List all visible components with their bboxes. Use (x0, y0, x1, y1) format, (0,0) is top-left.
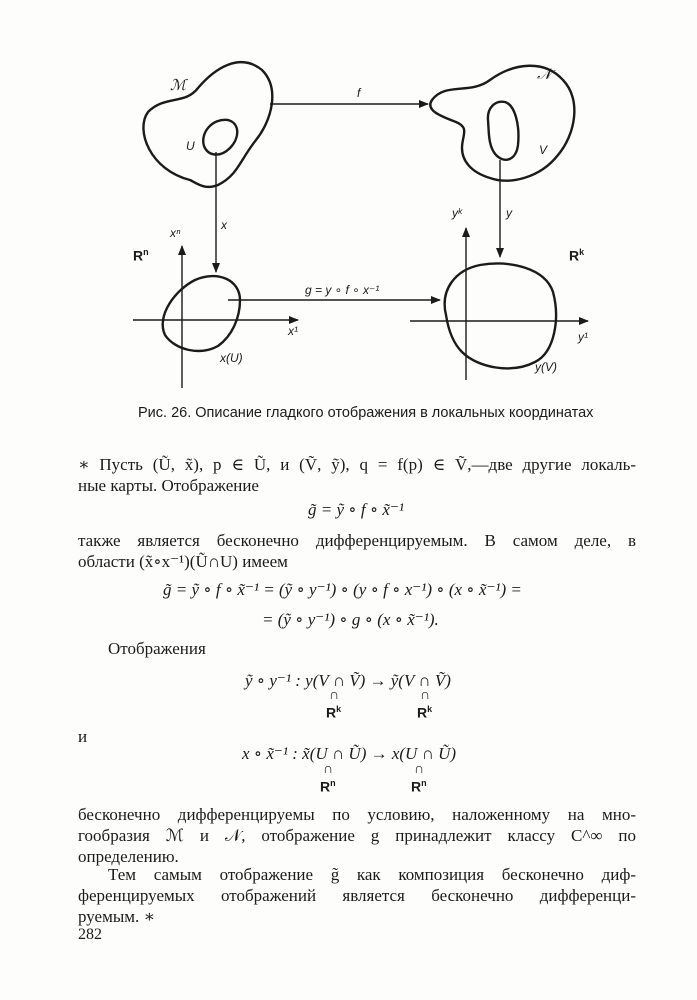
label-g: g = y ∘ f ∘ x⁻¹ (305, 283, 380, 297)
p5-line1: Тем самым отображение g̃ как композиция бесконечно диф- (108, 865, 636, 884)
Rn-2a: $R^n$ (320, 778, 336, 795)
region-V (488, 102, 519, 160)
map-1: ỹ ∘ y⁻¹ : y(V ∩ Ṽ) → ỹ(V ∩ Ṽ) (245, 671, 451, 690)
label-Rn: $R^n$ (133, 247, 149, 264)
and-word: и (78, 727, 88, 746)
p1-line2: ные карты. Отображение (78, 476, 259, 495)
formula-2-line2: = (ỹ ∘ y⁻¹) ∘ g ∘ (x ∘ x̃⁻¹). (262, 610, 439, 629)
figure-26 (0, 0, 697, 400)
formula-2-line1: g̃ = ỹ ∘ f ∘ x̃⁻¹ = (ỹ ∘ y⁻¹) ∘ (y ∘ f ∘ x⁻¹) ∘ (x ∘ x̃⁻¹) = (163, 580, 522, 599)
subset-2a: ∩ (323, 762, 334, 777)
label-y: y (506, 206, 512, 220)
p4-line3: определению. (78, 847, 179, 866)
label-x1: x¹ (288, 324, 298, 338)
map-2: x ∘ x̃⁻¹ : x̃(U ∩ Ũ) → x(U ∩ Ũ) (242, 744, 457, 763)
region-U (203, 120, 237, 155)
p3: Отображения (108, 639, 206, 658)
label-N: 𝒩 (537, 67, 552, 83)
subset-1a: ∩ (329, 688, 340, 703)
formula-1: g̃ = ỹ ∘ f ∘ x̃⁻¹ (308, 500, 405, 519)
p5-line2: ференцируемых отображений является бесконечно дифференци- (78, 886, 636, 905)
page-number: 282 (78, 926, 102, 943)
manifold-N (430, 66, 574, 181)
label-f: f (357, 86, 361, 100)
label-xU: x(U) (220, 351, 243, 365)
label-yk: yᵏ (452, 206, 462, 220)
label-U: U (186, 139, 195, 153)
label-V: V (539, 143, 548, 157)
p1-line1: ∗ Пусть (Ũ, x̃), p ∈ Ũ, и (Ṽ, ỹ), q = f(p) ∈ Ṽ,—две другие локаль- (78, 455, 636, 474)
label-Rk: $R^k$ (569, 247, 585, 264)
manifold-M (143, 62, 272, 187)
Rk-1b: $R^k$ (417, 704, 433, 721)
label-M: ℳ (170, 78, 187, 94)
p4-line2: гообразия ℳ и 𝒩, отображение g принадлежит классу C^∞ по (78, 826, 636, 845)
figure-caption: Рис. 26. Описание гладкого отображения в локальных координатах (138, 405, 594, 421)
label-x: x (221, 218, 227, 232)
Rk-1a: $R^k$ (326, 704, 342, 721)
region-xU (163, 276, 240, 351)
label-xn: xⁿ (170, 226, 181, 240)
label-y1: y¹ (578, 330, 588, 344)
region-yV (445, 264, 556, 369)
subset-1b: ∩ (420, 688, 431, 703)
p2-line2: области (x̃∘x⁻¹)(Ũ∩U) имеем (78, 552, 288, 571)
p2-line1: также является бесконечно дифференцируемым. В самом деле, в (78, 531, 636, 550)
Rn-2b: $R^n$ (411, 778, 427, 795)
p5-line3: руемым. ∗ (78, 907, 156, 926)
label-yV: y(V) (535, 360, 557, 374)
p4-line1: бесконечно дифференцируемы по условию, наложенному на мно- (78, 805, 636, 824)
subset-2b: ∩ (414, 762, 425, 777)
